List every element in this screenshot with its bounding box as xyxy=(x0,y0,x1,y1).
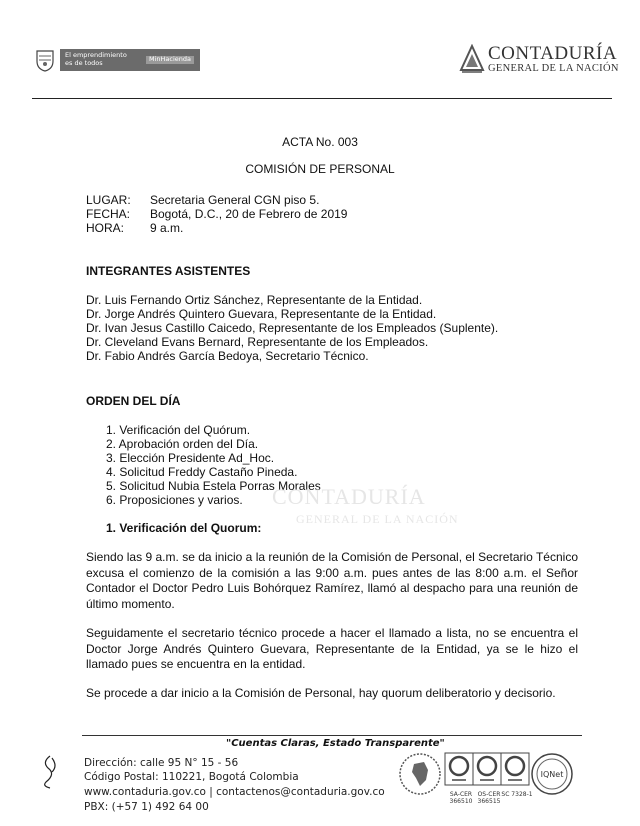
cert-code: OS-CER 366515 xyxy=(477,791,501,805)
body-paragraph: Siendo las 9 a.m. se da inicio a la reunión de la Comisión de Personal, el Secretario Técnico excusa el comienzo de la comisión a las 9:00 a.m. pues antes de las 8:00 a.m. el Señor Contador el Doctor Pedro Luis Bohórquez Ramírez, llamó al despacho para una reunión de último momento. xyxy=(86,550,578,611)
ministry-label: MinHacienda xyxy=(146,56,194,64)
agenda-item: 3. Elección Presidente Ad_Hoc. xyxy=(106,451,275,465)
signature-mark xyxy=(38,752,62,790)
agenda-item: 2. Aprobación orden del Día. xyxy=(106,437,259,451)
attendee-item: Dr. Jorge Andrés Quintero Guevara, Representante de la Entidad. xyxy=(86,307,437,321)
certification-icon xyxy=(444,752,474,786)
meta-value-lugar: Secretaria General CGN piso 5. xyxy=(150,193,320,207)
footer-phone: PBX: (+57 1) 492 64 00 xyxy=(84,801,209,813)
attendees-heading: INTEGRANTES ASISTENTES xyxy=(86,264,251,278)
meta-label-fecha: FECHA: xyxy=(86,207,131,221)
footer-web: www.contaduria.gov.co | contactenos@contaduria.gov.co xyxy=(84,786,385,798)
body-paragraph: Se procede a dar inicio a la Comisión de Personal, hay quorum deliberatorio y decisorio. xyxy=(86,686,556,700)
attendee-item: Dr. Fabio Andrés García Bedoya, Secretario Técnico. xyxy=(86,349,369,363)
meta-label-lugar: LUGAR: xyxy=(86,193,131,207)
agenda-item: 5. Solicitud Nubia Estela Porras Morales xyxy=(106,479,321,493)
footer-postal: Código Postal: 110221, Bogotá Colombia xyxy=(84,771,299,783)
footer-divider xyxy=(82,735,582,736)
cgn-logo-icon xyxy=(459,44,485,74)
cert-code: SC 7328-1 xyxy=(501,791,533,798)
footer-slogan: "Cuentas Claras, Estado Transparente" xyxy=(226,738,445,749)
watermark-subtext: GENERAL DE LA NACIÓN xyxy=(296,512,459,526)
cert-code: SA-CER 366510 xyxy=(449,791,473,805)
colombia-seal-icon xyxy=(34,48,56,72)
org-name: CONTADURÍA xyxy=(488,43,618,64)
agenda-heading: ORDEN DEL DÍA xyxy=(86,394,181,408)
document-title: ACTA No. 003 xyxy=(282,135,358,149)
attendee-item: Dr. Ivan Jesus Castillo Caicedo, Representante de los Empleados (Suplente). xyxy=(86,321,499,335)
meta-label-hora: HORA: xyxy=(86,221,125,235)
section-heading: 1. Verificación del Quorum: xyxy=(106,521,262,535)
document-subtitle: COMISIÓN DE PERSONAL xyxy=(245,162,395,176)
body-paragraph: Seguidamente el secretario técnico procede a hacer el llamado a lista, no se encuentra el Doctor Jorge Andrés Quintero Guevara, Representante de la Entidad, ya se le hizo el llamado pues se encuentra en la entidad. xyxy=(86,626,578,671)
iqnet-label: IQNet xyxy=(540,770,564,779)
attendee-item: Dr. Luis Fernando Ortiz Sánchez, Representante de la Entidad. xyxy=(86,293,423,307)
meta-value-fecha: Bogotá, D.C., 20 de Febrero de 2019 xyxy=(150,207,348,221)
certification-icon xyxy=(500,752,530,786)
meta-value-hora: 9 a.m. xyxy=(150,221,184,235)
gov-brand-line2: es de todos xyxy=(65,58,103,67)
gov-brand-logo xyxy=(60,49,200,71)
agenda-item: 4. Solicitud Freddy Castaño Pineda. xyxy=(106,465,298,479)
agenda-item: 6. Proposiciones y varios. xyxy=(106,493,243,507)
certification-icon xyxy=(472,752,502,786)
header-divider xyxy=(32,98,612,99)
attendee-item: Dr. Cleveland Evans Bernard, Representante de los Empleados. xyxy=(86,335,429,349)
colombia-map-seal-icon xyxy=(398,752,442,796)
gov-brand-line1: El emprendimiento xyxy=(65,51,127,59)
watermark-text: CONTADURÍA xyxy=(272,484,426,509)
footer-address: Dirección: calle 95 N° 15 - 56 xyxy=(84,757,239,769)
iqnet-seal-icon xyxy=(530,752,574,796)
agenda-item: 1. Verificación del Quórum. xyxy=(106,423,251,437)
org-subtitle: GENERAL DE LA NACIÓN xyxy=(488,63,619,74)
cert-badge xyxy=(500,752,534,798)
